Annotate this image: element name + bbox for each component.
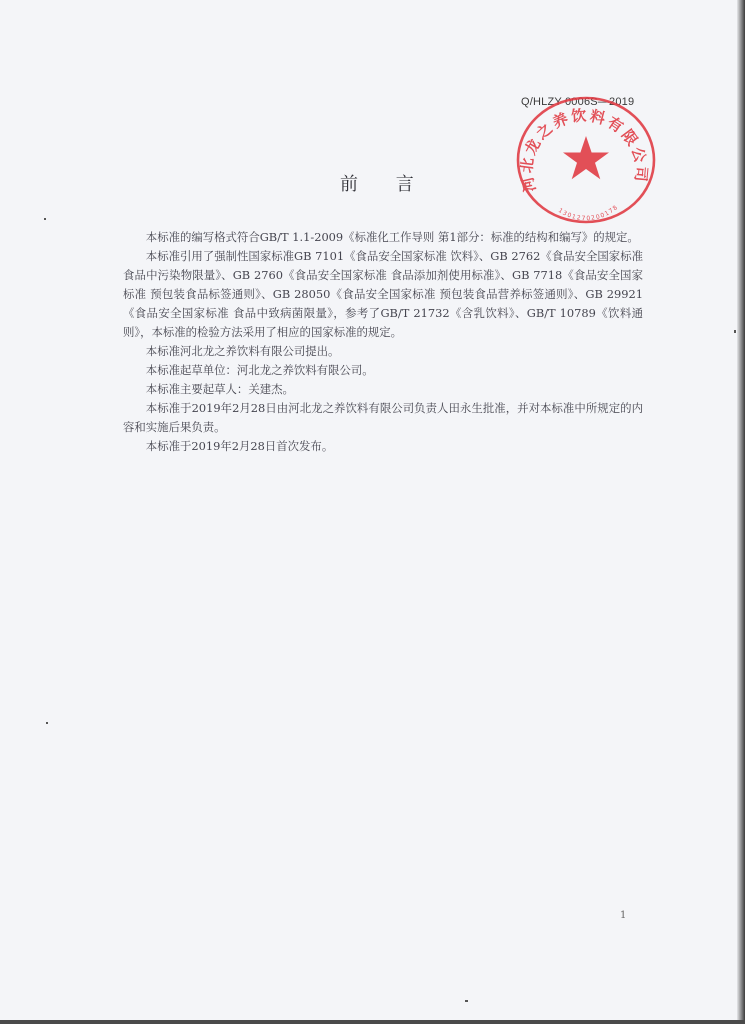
page-number: 1 — [620, 910, 627, 921]
paragraph-format: 本标准的编写格式符合GB/T 1.1-2009《标准化工作导则 第1部分：标准的结构和编写》的规定。 — [145, 230, 639, 244]
scan-speck — [734, 330, 736, 333]
paragraph-proposer: 本标准河北龙之养饮料有限公司提出。 — [145, 344, 340, 358]
foreword-body — [123, 228, 643, 456]
seal-text: 河北龙之养饮料有限公司 — [517, 106, 651, 194]
scan-edge-right — [737, 0, 745, 1024]
seal-code: 1301270200178 — [556, 203, 620, 223]
paragraph-references: 本标准引用了强制性国家标准GB 7101《食品安全国家标准 饮料》、GB 2762《食品安全国家标准 食品中污染物限量》、GB 2760《食品安全国家标准 食品添加剂使用标准》、GB 7718《食品安全国家标准 预包装食品标签通则》、GB 28050《食品安全国家标准 预包装食品营养标签通则》、GB 29921《食品安全国家标准 食品中致病菌限量》，参考了GB/T 21732《含乳饮料》、GB/T 10789《饮料通则》，本标准的检验方法采用了相应的国家标准的规定。 — [123, 249, 643, 339]
paragraph-approval: 本标准于2019年2月28日由河北龙之养饮料有限公司负责人田永生批准，并对本标准中所规定的内容和实施后果负责。 — [123, 401, 643, 434]
scan-edge-bottom — [0, 1020, 745, 1024]
scan-speck — [465, 1000, 468, 1002]
paragraph-drafting-unit: 本标准起草单位：河北龙之养饮料有限公司。 — [145, 363, 374, 377]
company-seal-icon — [510, 94, 658, 230]
page-title: 前 言 — [340, 174, 430, 195]
standard-number: Q/HLZY 0006S—2019 — [521, 96, 635, 108]
scan-speck — [44, 218, 46, 220]
paragraph-release: 本标准于2019年2月28日首次发布。 — [145, 439, 334, 453]
scan-speck — [46, 722, 48, 724]
paragraph-drafter: 本标准主要起草人：关建杰。 — [145, 382, 294, 396]
